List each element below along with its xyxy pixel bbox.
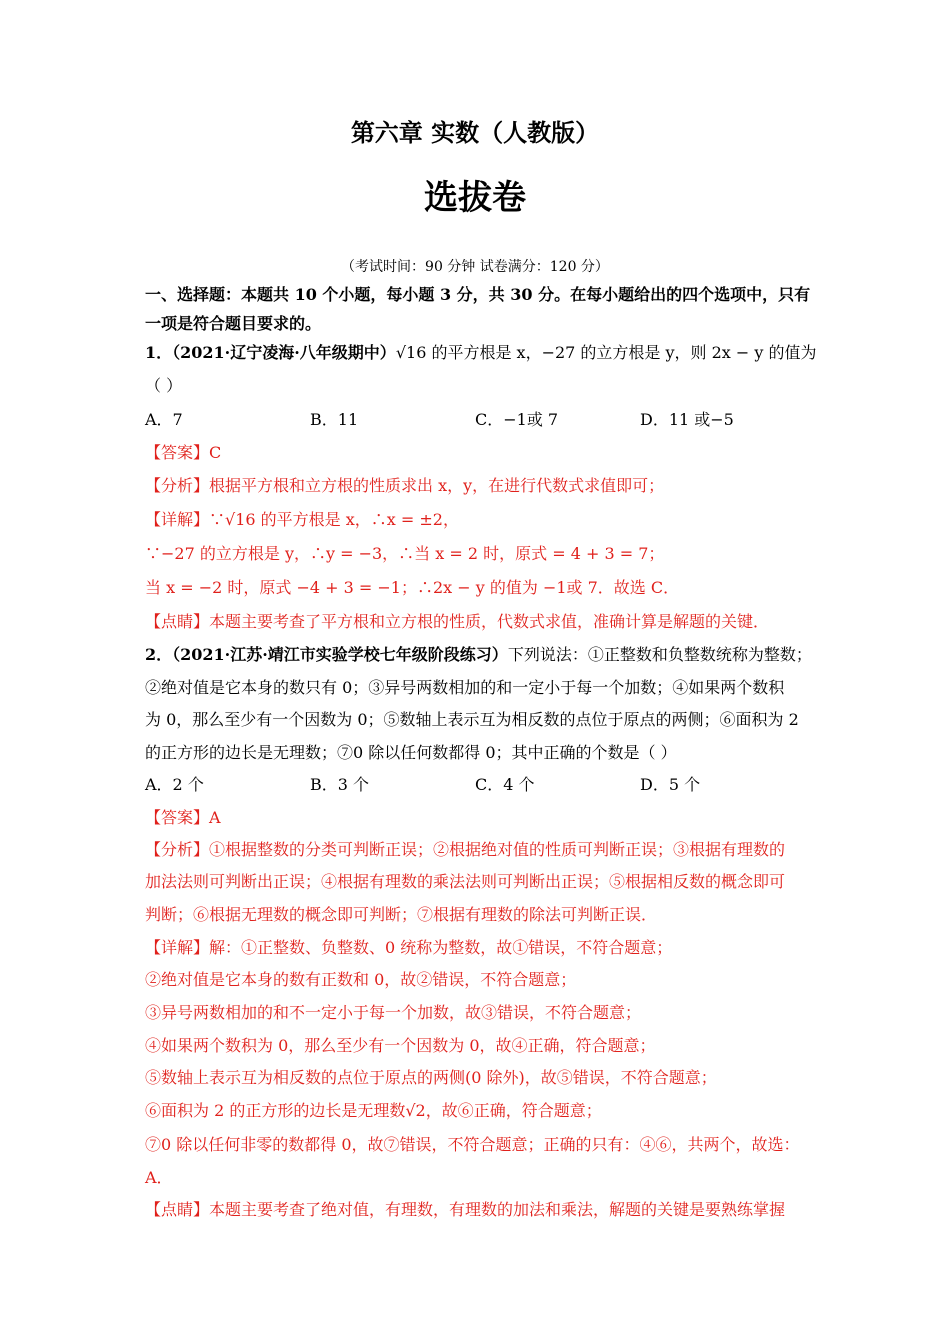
q2-detail-5: ⑤数轴上表示互为相反数的点位于原点的两侧(0 除外)，故⑤错误，不符合题意； <box>145 1068 717 1087</box>
exam-info: （考试时间：90 分钟 试卷满分：120 分） <box>341 259 609 275</box>
q1-stem: √16 的平方根是 x，−27 的立方根是 y，则 2x − y 的值为 <box>395 343 817 362</box>
q2-stem-line-1 <box>145 643 810 667</box>
q2-detail-8: A． <box>145 1168 173 1187</box>
q1-detail-1: 【详解】∵√16 的平方根是 x，∴x = ±2， <box>145 510 459 529</box>
q1-option-a: A．7 <box>145 410 183 429</box>
q1-source: 1．（2021·辽宁凌海·八年级期中） <box>145 343 396 362</box>
q2-option-c: C．4 个 <box>475 775 535 794</box>
q2-source: 2．（2021·江苏·靖江市实验学校七年级阶段练习） <box>145 645 508 664</box>
q2-analysis-2: 加法法则可判断出正误；④根据有理数的乘法法则可判断出正误；⑤根据相反数的概念即可 <box>145 872 786 891</box>
q2-comment: 【点睛】本题主要考查了绝对值，有理数，有理数的加法和乘法，解题的关键是要熟练掌握 <box>145 1200 786 1219</box>
q2-analysis-1: 【分析】①根据整数的分类可判断正误；②根据绝对值的性质可判断正误；③根据有理数的 <box>145 840 786 859</box>
q2-detail-7: ⑦0 除以任何非零的数都得 0，故⑦错误，不符合题意；正确的只有：④⑥，共两个，故选： <box>145 1135 800 1154</box>
q1-detail-2: ∵−27 的立方根是 y，∴y = −3，∴当 x = 2 时，原式 = 4 + 3 = 7； <box>145 544 665 563</box>
q2-detail-2: ②绝对值是它本身的数有正数和 0，故②错误，不符合题意； <box>145 970 577 989</box>
q2-detail-3: ③异号两数相加的和不一定小于每一个加数，故③错误，不符合题意； <box>145 1003 642 1022</box>
q2-detail-4: ④如果两个数积为 0，那么至少有一个因数为 0，故④正确，符合题意； <box>145 1036 656 1055</box>
paper-title: 选拔卷 <box>424 178 526 218</box>
q2-answer: 【答案】A <box>145 808 221 827</box>
q2-option-d: D．5 个 <box>640 775 701 794</box>
q1-stem-line <box>145 341 817 365</box>
q2-analysis-3: 判断；⑥根据无理数的概念即可判断；⑦根据有理数的除法可判断正误． <box>145 905 658 924</box>
q1-comment: 【点睛】本题主要考查了平方根和立方根的性质，代数式求值，准确计算是解题的关键． <box>145 612 770 631</box>
q1-answer: 【答案】C <box>145 443 222 462</box>
q2-stem-4: 的正方形的边长是无理数；⑦0 除以任何数都得 0；其中正确的个数是（ ） <box>145 743 677 762</box>
section-heading-line2: 一项是符合题目要求的。 <box>145 314 322 333</box>
q2-detail-6: ⑥面积为 2 的正方形的边长是无理数√2，故⑥正确，符合题意； <box>145 1101 602 1120</box>
q2-stem-1: 下列说法：①正整数和负整数统称为整数； <box>507 645 812 664</box>
q2-stem-2: ②绝对值是它本身的数只有 0；③异号两数相加的和一定小于每一个加数；④如果两个数积 <box>145 678 785 697</box>
q1-option-b: B．11 <box>310 410 359 429</box>
q2-stem-3: 为 0，那么至少有一个因数为 0；⑤数轴上表示互为相反数的点位于原点的两侧；⑥面积为 2 <box>145 710 799 729</box>
q1-detail-3: 当 x = −2 时，原式 −4 + 3 = −1；∴2x − y 的值为 −1或 7．故选 C． <box>145 578 680 597</box>
q1-analysis: 【分析】根据平方根和立方根的性质求出 x，y，在进行代数式求值即可； <box>145 476 665 495</box>
q1-option-c: C．−1或 7 <box>475 410 559 429</box>
q1-paren: （ ） <box>145 376 183 395</box>
q2-option-b: B．3 个 <box>310 775 370 794</box>
q2-detail-1: 【详解】解：①正整数、负整数、0 统称为整数，故①错误，不符合题意； <box>145 938 673 957</box>
q2-option-a: A．2 个 <box>145 775 204 794</box>
q1-option-d: D．11 或−5 <box>640 410 734 429</box>
section-heading-line1: 一、选择题：本题共 10 个小题，每小题 3 分，共 30 分。在每小题给出的四个选项中，只有 <box>145 285 811 304</box>
chapter-title: 第六章 实数（人教版） <box>350 119 600 147</box>
